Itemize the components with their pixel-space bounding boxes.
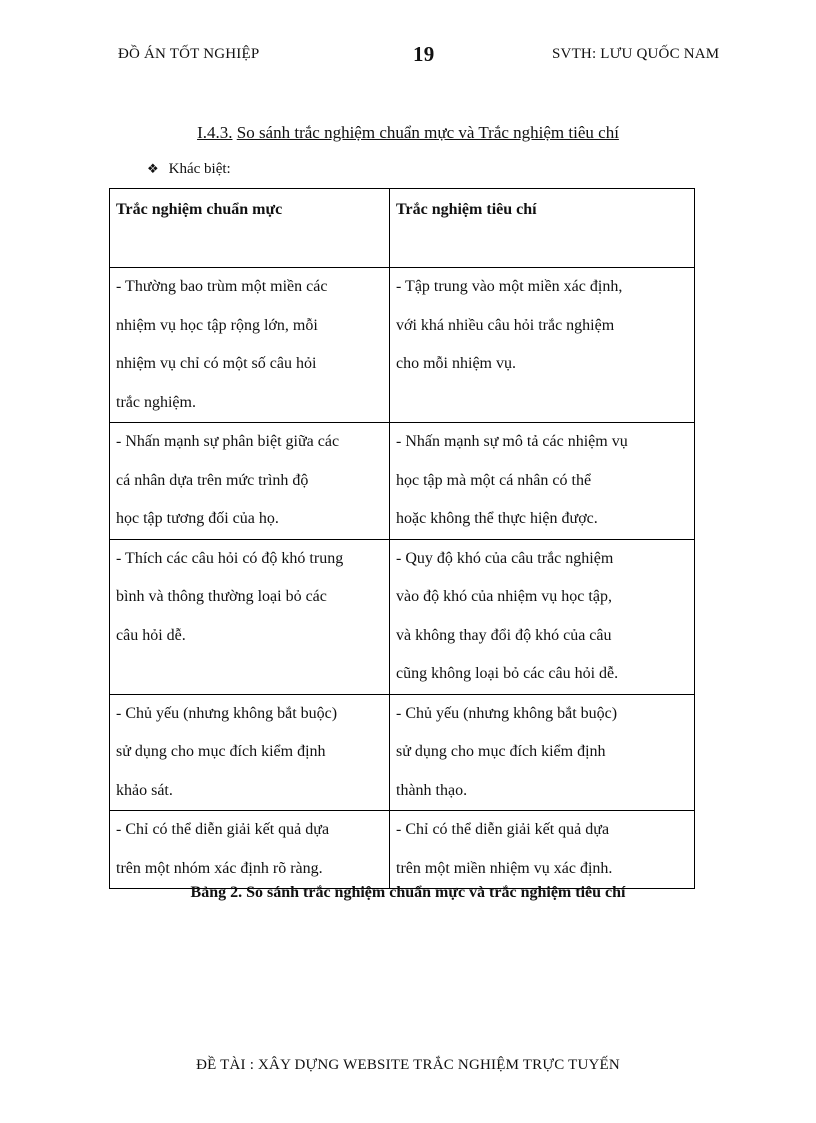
cell-text-line: câu hỏi dễ. — [116, 626, 186, 644]
diamond-bullet-icon: ❖ — [147, 162, 159, 177]
cell-text-line: học tập tương đối của họ. — [116, 510, 279, 527]
cell-text-line: sử dụng cho mục đích kiểm định — [116, 743, 326, 760]
cell-text-line: - Quy độ khó của câu trắc nghiệm — [396, 549, 614, 567]
cell-text-line: - Thường bao trùm một miền các — [116, 278, 328, 295]
cell-text-line: nhiệm vụ học tập rộng lớn, mỗi — [116, 316, 318, 334]
page-number: 19 — [413, 42, 435, 66]
cell-text-line: bình và thông thường loại bỏ các — [116, 588, 327, 605]
cell-text-line: trắc nghiệm. — [116, 393, 196, 411]
table-header-cell: Trắc nghiệm chuẩn mực — [110, 189, 390, 268]
cell-text-line: nhiệm vụ chỉ có một số câu hỏi — [116, 355, 317, 372]
table-cell-right — [390, 694, 695, 811]
cell-text-line: và không thay đổi độ khó của câu — [396, 626, 612, 644]
comparison-table — [109, 188, 695, 889]
table-row — [110, 539, 695, 694]
cell-text-line: - Chỉ có thể diễn giải kết quả dựa — [116, 821, 330, 838]
table-caption: Bảng 2. So sánh trắc nghiệm chuẩn mực và trắc nghiệm tiêu chí — [190, 884, 626, 901]
cell-text-line: trên một miền nhiệm vụ xác định. — [396, 859, 613, 877]
table-cell-right — [390, 268, 695, 423]
table-cell-left — [110, 811, 390, 889]
header-right-author: SVTH: LƯU QUỐC NAM — [552, 46, 720, 62]
table-row — [110, 694, 695, 811]
section-number: I.4.3. — [197, 123, 233, 142]
table-cell-left — [110, 539, 390, 694]
cell-text-line: sử dụng cho mục đích kiểm định — [396, 743, 606, 760]
table-cell-left — [110, 268, 390, 423]
cell-text-line: thành thạo. — [396, 781, 468, 799]
cell-text-line: trên một nhóm xác định rõ ràng. — [116, 859, 323, 877]
cell-text-line: cho mỗi nhiệm vụ. — [396, 355, 516, 372]
table-cell-right — [390, 811, 695, 889]
cell-text-line: - Chủ yếu (nhưng không bắt buộc) — [396, 704, 618, 722]
table-header-row — [110, 189, 695, 268]
cell-text-line: học tập mà một cá nhân có thể — [396, 471, 592, 489]
cell-text-line: - Chủ yếu (nhưng không bắt buộc) — [116, 704, 338, 722]
cell-text-line: - Tập trung vào một miền xác định, — [396, 278, 623, 295]
cell-text-line: - Chỉ có thể diễn giải kết quả dựa — [396, 821, 610, 838]
bullet-text: Khác biệt: — [168, 161, 231, 177]
header-left-title: ĐỒ ÁN TỐT NGHIỆP — [118, 46, 260, 62]
cell-text-line: cá nhân dựa trên mức trình độ — [116, 471, 309, 489]
section-heading — [0, 123, 816, 143]
table-row — [110, 811, 695, 889]
cell-text-line: cũng không loại bỏ các câu hỏi dễ. — [396, 665, 619, 682]
section-title: So sánh trắc nghiệm chuẩn mực và Trắc nghiệm tiêu chí — [236, 123, 619, 142]
table-cell-left — [110, 423, 390, 540]
cell-text-line: - Thích các câu hỏi có độ khó trung — [116, 549, 344, 567]
cell-text-line: - Nhấn mạnh sự mô tả các nhiệm vụ — [396, 433, 628, 450]
footer-topic: ĐỀ TÀI : XÂY DỰNG WEBSITE TRẮC NGHIỆM TRỰC TUYẾN — [196, 1057, 620, 1073]
table-cell-right — [390, 539, 695, 694]
bullet-item — [147, 161, 231, 178]
table-row — [110, 423, 695, 540]
cell-text-line: - Nhấn mạnh sự phân biệt giữa các — [116, 433, 340, 450]
table-row — [110, 268, 695, 423]
cell-text-line: khảo sát. — [116, 781, 173, 799]
table-cell-right — [390, 423, 695, 540]
table-cell-left — [110, 694, 390, 811]
cell-text-line: vào độ khó của nhiệm vụ học tập, — [396, 588, 612, 605]
cell-text-line: với khá nhiều câu hỏi trắc nghiệm — [396, 316, 615, 334]
table-body — [110, 268, 695, 889]
cell-text-line: hoặc không thể thực hiện được. — [396, 510, 598, 527]
table-header-cell: Trắc nghiệm tiêu chí — [390, 189, 695, 268]
